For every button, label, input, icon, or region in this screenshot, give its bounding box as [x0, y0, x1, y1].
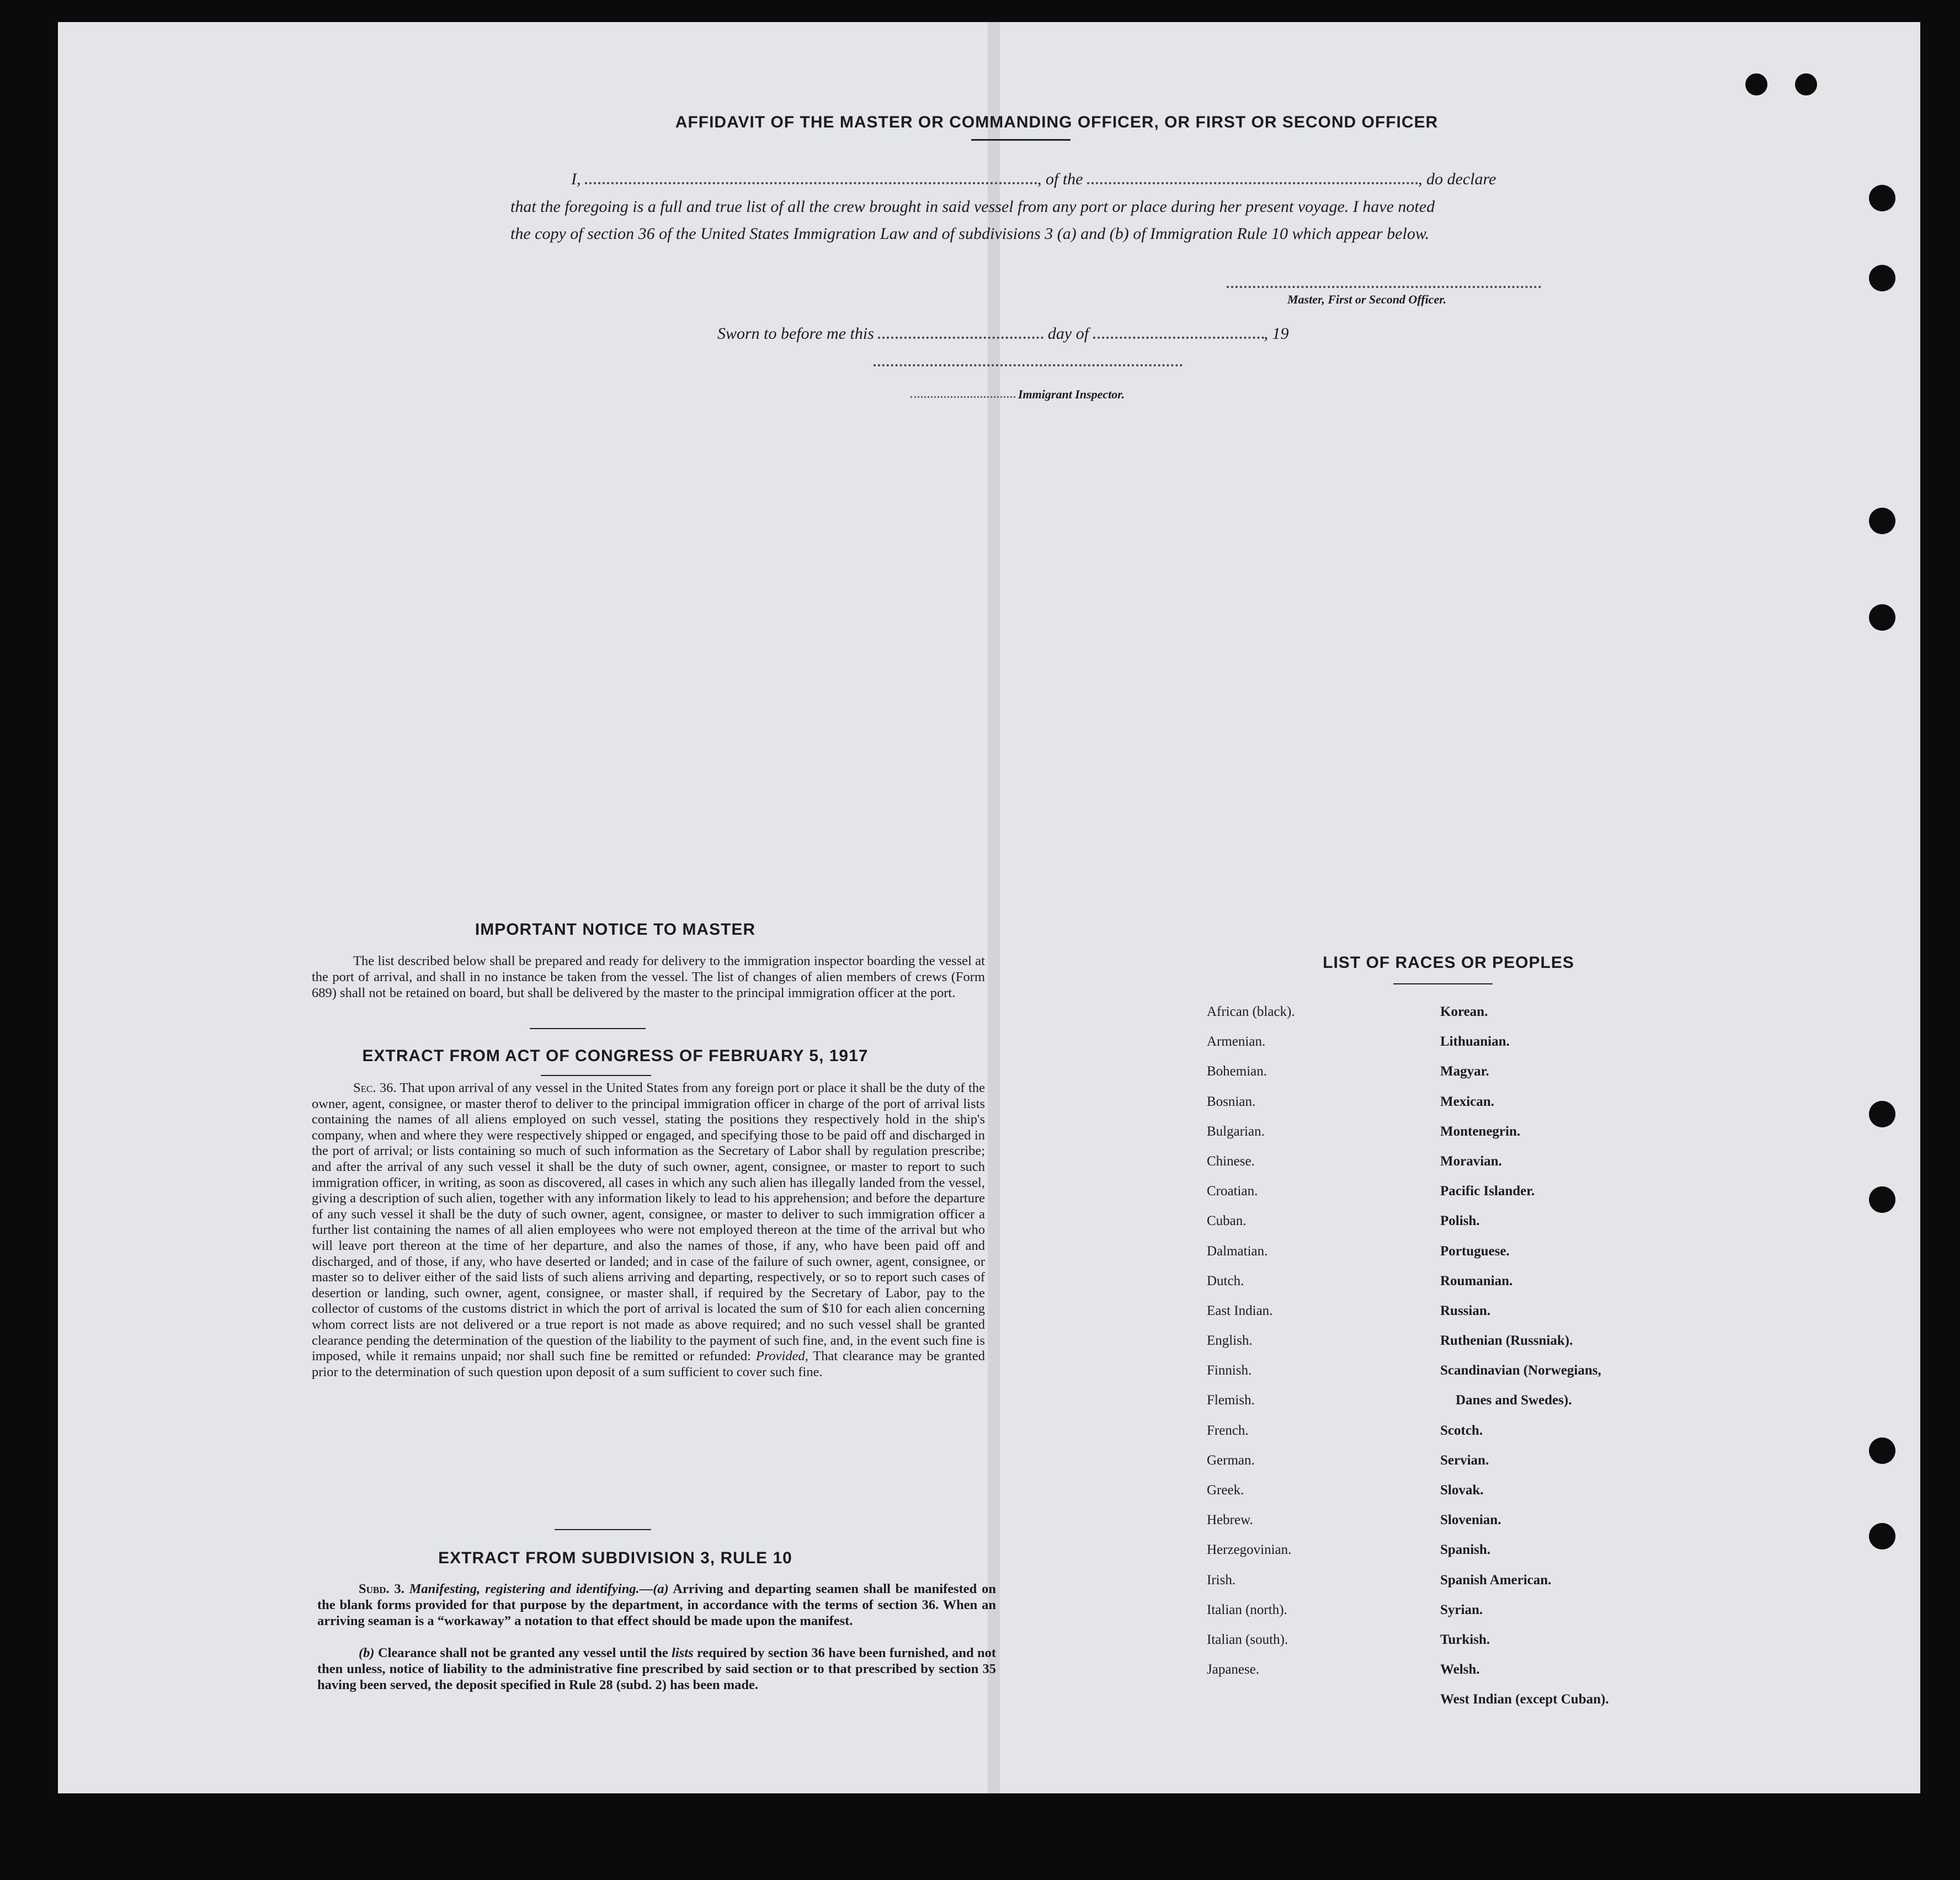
inspector-dots: [910, 396, 1015, 398]
race-list-item: Slovenian.: [1440, 1512, 1501, 1528]
vessel-field[interactable]: [1087, 177, 1418, 184]
subd-heading: Manifesting, registering and identifying.—(a): [409, 1581, 669, 1596]
extract-rule-para-b: [317, 1645, 996, 1693]
race-list-item: Slovak.: [1440, 1483, 1484, 1498]
race-list-item: Greek.: [1207, 1483, 1244, 1498]
divider: [541, 1075, 651, 1076]
para-b-text-2: required by section 36 have been furnished, and not then unless, notice of liability to the administrative fine prescribed by said section or to that prescribed by section 35 having been served, the deposit specified in Rule 28 (subd. 2) has been made.: [317, 1645, 997, 1692]
race-list-item: Spanish.: [1440, 1542, 1491, 1558]
race-list-item: Cuban.: [1207, 1213, 1247, 1229]
document-page: [58, 22, 1920, 1793]
title-underline: [971, 139, 1070, 141]
affidavit-line-1: [571, 170, 1620, 189]
name-field[interactable]: [585, 177, 1037, 184]
signature-line[interactable]: [1227, 286, 1541, 288]
punch-hole: [1795, 73, 1817, 95]
section-text: That upon arrival of any vessel in the United States from any foreign port or place it shall be the duty of the owner, agent, consignee, or master therof to deliver to the principal immigration officer in charge of the port of arrival lists containing the names of all aliens employed on such vessel, stating the positions they respectively hold in the ship's company, when and where they were respectively shipped or engaged, and specifying those to be paid off and discharged in the port of arrival; or lists containing so much of such information as the Secretary of Labor shall by regulation prescribe; and after the arrival of any such vessel it shall be the duty of such owner, agent, consignee, or master to report to such immigration officer, in writing, as soon as discovered, all cases in which any such alien has illegally landed from the vessel, giving a description of such alien, together with any information likely to lead to his apprehension; and before the departure of any such vessel it shall be the duty of such owner, agent, consignee, or master to deliver to such immigration officer a further list containing the names of all alien employees who were not employed thereon at the time of the arrival but who will leave port thereon at the time of her departure, and also the names of those, if any, who have been paid off and discharged, and of those, if any, who have deserted or landed; and in case of the failure of such owner, agent, consignee, or master so to deliver either of the said lists of such aliens arriving and departing, respectively, or so to report such cases of desertion or landing, such owner, agent, consignee, or master shall, if required by the Secretary of Labor, pay to the collector of customs of the customs district in which the port of arrival is located the sum of $10 for each alien concerning whom correct lists are not delivered or a true report is not made as above required; and no such vessel shall be granted clearance pending the determination of the question of the liability to the payment of such fine, and, in the event such fine is imposed, while it remains unpaid; nor shall such fine be remitted or refunded:: [312, 1080, 985, 1364]
divider: [530, 1028, 646, 1029]
race-list-item: Scotch.: [1440, 1423, 1483, 1438]
race-list-item: Mexican.: [1440, 1094, 1494, 1109]
race-list-item: German.: [1207, 1452, 1255, 1468]
section-label: Sec. 36.: [353, 1080, 397, 1095]
race-list-item: Servian.: [1440, 1452, 1489, 1468]
races-right-column: [1440, 997, 1727, 1715]
race-list-item: Magyar.: [1440, 1064, 1489, 1079]
para-b-text-1: Clearance shall not be granted any vessel until the: [377, 1645, 668, 1660]
proviso-text: That clearance may be granted prior to the determination of such question upon deposit of a sum sufficient to cover such fine.: [312, 1349, 985, 1380]
notice-title: IMPORTANT NOTICE TO MASTER: [475, 920, 756, 939]
races-left-column: [1207, 997, 1428, 1685]
divider: [555, 1529, 651, 1530]
inspector-label: Immigrant Inspector.: [1018, 387, 1125, 401]
signature-label: Master, First or Second Officer.: [1287, 292, 1447, 306]
race-list-item: Pacific Islander.: [1440, 1184, 1535, 1199]
para-b-label: (b): [359, 1645, 375, 1660]
subd-label: Subd. 3.: [359, 1581, 404, 1596]
race-list-item: Ruthenian (Russniak).: [1440, 1333, 1573, 1349]
race-list-item: Scandinavian (Norwegians,: [1440, 1363, 1601, 1378]
punch-hole: [1869, 185, 1895, 211]
punch-hole: [1869, 1437, 1895, 1464]
affidavit-i: I,: [571, 170, 581, 188]
race-list-item: Russian.: [1440, 1303, 1491, 1318]
race-list-item: African (black).: [1207, 1004, 1295, 1019]
extract-act-body: [312, 1080, 985, 1380]
punch-hole: [1869, 265, 1895, 291]
affidavit-line-2: that the foregoing is a full and true list of all the crew brought in said vessel from any port or place during her present voyage. I have noted: [510, 198, 1435, 216]
sworn-day-field[interactable]: [878, 331, 1043, 339]
race-list-item: Dalmatian.: [1207, 1243, 1268, 1259]
race-list-item: East Indian.: [1207, 1303, 1273, 1318]
punch-hole: [1869, 1101, 1895, 1127]
race-list-item: Italian (south).: [1207, 1632, 1288, 1647]
race-list-item: Danes and Swedes).: [1456, 1393, 1572, 1408]
punch-hole: [1869, 508, 1895, 534]
race-list-item: Chinese.: [1207, 1153, 1255, 1169]
race-list-item: Hebrew.: [1207, 1512, 1253, 1528]
race-list-item: Portuguese.: [1440, 1243, 1510, 1259]
race-list-item: Syrian.: [1440, 1602, 1483, 1617]
sworn-month-field[interactable]: [1093, 331, 1264, 339]
race-list-item: Turkish.: [1440, 1632, 1490, 1647]
divider: [1393, 983, 1493, 984]
center-fold: [988, 22, 1000, 1793]
para-a-text: Arriving and departing seamen shall be manifested on the blank forms provided for that purpose by the department, in accordance with the terms of section 36. When an arriving seaman is a “workaway” a notation to that effect should be made upon the manifest.: [317, 1581, 996, 1628]
punch-hole: [1869, 1523, 1895, 1549]
race-list-item: Moravian.: [1440, 1153, 1502, 1169]
race-list-item: Dutch.: [1207, 1273, 1244, 1288]
race-list-item: Herzegovinian.: [1207, 1542, 1292, 1558]
race-list-item: Flemish.: [1207, 1393, 1255, 1408]
extract-rule-title: EXTRACT FROM SUBDIVISION 3, RULE 10: [438, 1549, 792, 1567]
race-list-item: Italian (north).: [1207, 1602, 1287, 1617]
extract-act-title: EXTRACT FROM ACT OF CONGRESS OF FEBRUARY 5, 1917: [362, 1047, 869, 1065]
sworn-line: [717, 324, 1289, 343]
race-list-item: West Indian (except Cuban).: [1440, 1692, 1609, 1707]
race-list-item: French.: [1207, 1423, 1249, 1438]
sworn-day-of: day of: [1047, 324, 1089, 343]
race-list-item: English.: [1207, 1333, 1253, 1349]
race-list-item: Japanese.: [1207, 1662, 1260, 1677]
affidavit-of-the: , of the: [1037, 170, 1083, 188]
race-list-item: Croatian.: [1207, 1184, 1258, 1199]
race-list-item: Finnish.: [1207, 1363, 1252, 1378]
affidavit-declare: , do declare: [1418, 170, 1496, 188]
notice-body: [312, 953, 985, 1001]
race-list-item: Welsh.: [1440, 1662, 1480, 1677]
extract-rule-para-a: [317, 1581, 996, 1629]
race-list-item: Lithuanian.: [1440, 1034, 1510, 1050]
sworn-year: , 19: [1264, 324, 1289, 343]
notice-text: The list described below shall be prepared and ready for delivery to the immigration inspector boarding the vessel at the port of arrival, and shall in no instance be taken from the vessel. The list of changes of alien members of crews (Form 689) shall not be retained on board, but shall be delivered by the master to the principal immigration officer at the port.: [312, 954, 985, 1000]
affidavit-title: AFFIDAVIT OF THE MASTER OR COMMANDING OFFICER, OR FIRST OR SECOND OFFICER: [675, 113, 1439, 131]
race-list-item: Bohemian.: [1207, 1064, 1267, 1079]
race-list-item: Armenian.: [1207, 1034, 1266, 1050]
race-list-item: Irish.: [1207, 1572, 1236, 1588]
race-list-item: Polish.: [1440, 1213, 1480, 1229]
race-list-item: Bulgarian.: [1207, 1123, 1265, 1139]
race-list-item: Bosnian.: [1207, 1094, 1256, 1109]
punch-hole: [1869, 604, 1895, 631]
punch-hole: [1745, 73, 1767, 95]
race-list-item: Roumanian.: [1440, 1273, 1513, 1288]
affidavit-line-3: the copy of section 36 of the United States Immigration Law and of subdivisions 3 (a) and (b) of Immigration Rule 10 which appear below.: [510, 225, 1430, 243]
race-list-item: Korean.: [1440, 1004, 1488, 1019]
race-list-item: Spanish American.: [1440, 1572, 1552, 1588]
races-title: LIST OF RACES OR PEOPLES: [1323, 954, 1574, 972]
race-list-item: Montenegrin.: [1440, 1123, 1521, 1139]
punch-hole: [1869, 1186, 1895, 1213]
sworn-text: Sworn to before me this: [717, 324, 874, 343]
inspector-signature-line[interactable]: [874, 364, 1183, 366]
proviso-label: Provided,: [755, 1349, 808, 1364]
para-b-lists: lists: [672, 1645, 694, 1660]
